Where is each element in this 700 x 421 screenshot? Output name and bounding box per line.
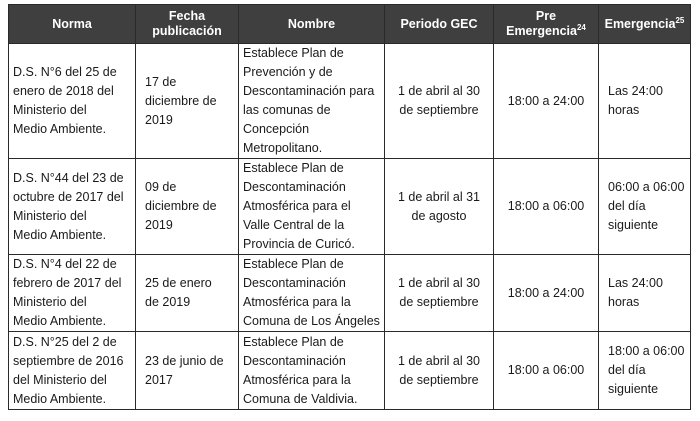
footnote-ref-25: 25 [675, 15, 685, 25]
header-nombre-label: Nombre [287, 16, 336, 31]
cell-pre-emergencia: 18:00 a 06:00 [494, 332, 599, 410]
cell-norma: D.S. N°44 del 23 de octubre de 2017 del Ministerio del Medio Ambiente. [9, 159, 136, 255]
cell-emergencia: 06:00 a 06:00 del día siguiente [599, 159, 691, 255]
gec-decrees-table [8, 4, 691, 410]
cell-norma: D.S. N°6 del 25 de enero de 2018 del Ministerio del Medio Ambiente. [9, 44, 136, 159]
header-nombre [239, 5, 385, 44]
cell-emergencia: 18:00 a 06:00 del día siguiente [599, 332, 691, 410]
header-periodo [385, 5, 494, 44]
cell-nombre: Establece Plan de Descontaminación Atmosférica para el Valle Central de la Provincia de Curicó. [239, 159, 385, 255]
cell-periodo: 1 de abril al 30 de septiembre [385, 44, 494, 159]
header-emergencia [599, 5, 691, 44]
cell-periodo: 1 de abril al 30 de septiembre [385, 255, 494, 332]
cell-fecha: 09 de diciembre de 2019 [136, 159, 239, 255]
cell-periodo: 1 de abril al 30 de septiembre [385, 332, 494, 410]
header-emergencia-label: Emergencia [604, 16, 676, 31]
cell-pre-emergencia: 18:00 a 24:00 [494, 255, 599, 332]
header-norma-label: Norma [52, 16, 92, 31]
header-pre-emergencia [494, 5, 599, 44]
cell-fecha: 17 de diciembre de 2019 [136, 44, 239, 159]
table-row [9, 159, 691, 255]
table-row [9, 255, 691, 332]
cell-norma: D.S. N°4 del 22 de febrero de 2017 del Ministerio del Medio Ambiente. [9, 255, 136, 332]
cell-nombre: Establece Plan de Descontaminación Atmosférica para la Comuna de Los Ángeles [239, 255, 385, 332]
table-row [9, 332, 691, 410]
cell-fecha: 23 de junio de 2017 [136, 332, 239, 410]
table-row [9, 44, 691, 159]
cell-norma: D.S. N°25 del 2 de septiembre de 2016 del Ministerio del Medio Ambiente. [9, 332, 136, 410]
header-row [9, 5, 691, 44]
header-fecha-label: Fecha publicación [152, 9, 222, 38]
cell-emergencia: Las 24:00 horas [599, 44, 691, 159]
cell-pre-emergencia: 18:00 a 06:00 [494, 159, 599, 255]
cell-fecha: 25 de enero de 2019 [136, 255, 239, 332]
header-pre-label: Pre Emergencia [506, 9, 577, 38]
cell-pre-emergencia: 18:00 a 24:00 [494, 44, 599, 159]
cell-emergencia: Las 24:00 horas [599, 255, 691, 332]
header-periodo-label: Periodo GEC [400, 16, 478, 31]
cell-nombre: Establece Plan de Descontaminación Atmosférica para la Comuna de Valdivia. [239, 332, 385, 410]
cell-nombre: Establece Plan de Prevención y de Descontaminación para las comunas de Concepción Metropolitano. [239, 44, 385, 159]
cell-periodo: 1 de abril al 31 de agosto [385, 159, 494, 255]
header-fecha [136, 5, 239, 44]
footnote-ref-24: 24 [576, 22, 586, 32]
header-norma [9, 5, 136, 44]
